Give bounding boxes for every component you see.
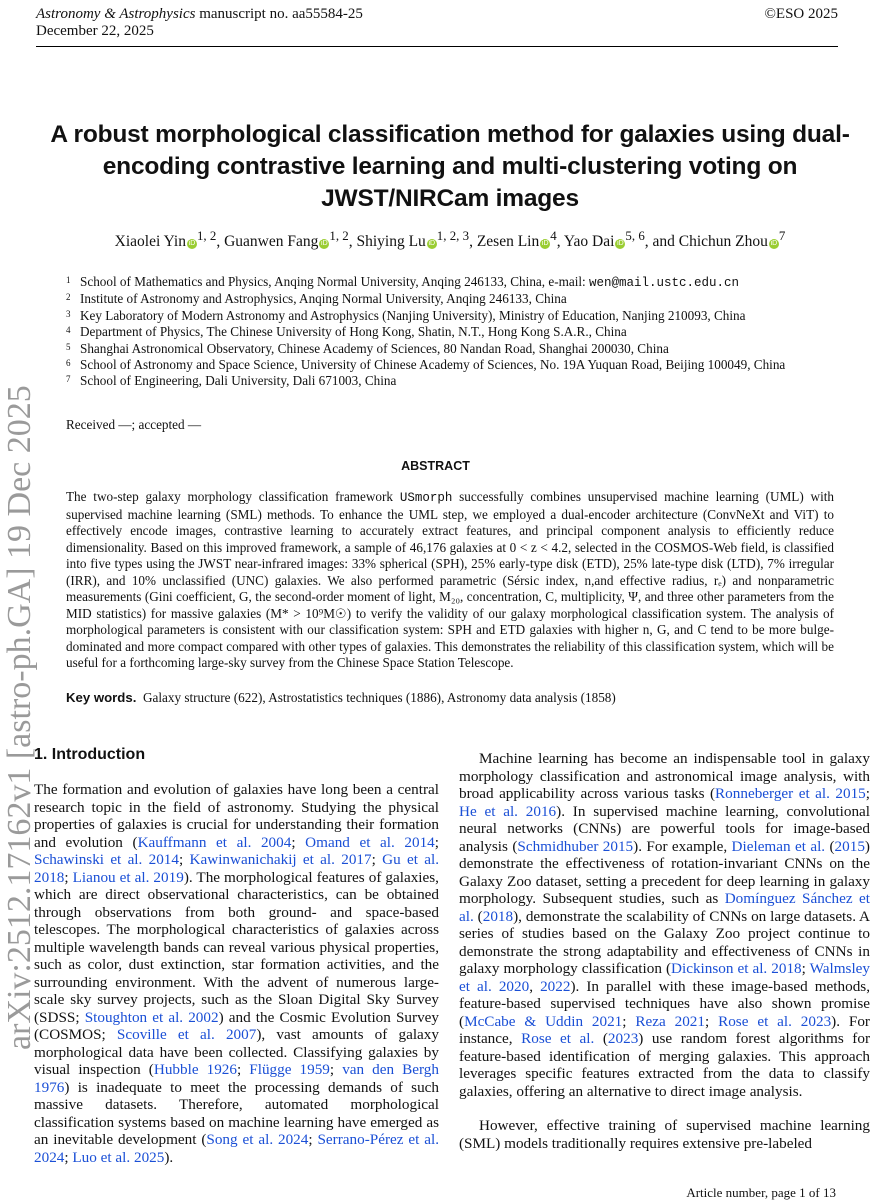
page-footer: Article number, page 1 of 13 xyxy=(686,1185,836,1200)
text-run: ; xyxy=(704,1012,719,1030)
received-line: Received —; accepted — xyxy=(66,417,202,432)
affiliation-text: Key Laboratory of Modern Astronomy and Astrophysics (Nanjing University), Ministry of Education, Nanjing 210093, China xyxy=(80,307,746,323)
citation-link[interactable]: 2018 xyxy=(482,907,514,925)
abstract-run: The two-step galaxy morphology classification framework xyxy=(66,489,400,504)
right-column xyxy=(459,750,870,1152)
orcid-icon[interactable]: iD xyxy=(541,240,549,248)
author-affiliation-marker: 5, 6 xyxy=(625,228,645,243)
keywords-text: Galaxy structure (622), Astrostatistics techniques (1886), Astronomy data analysis (1858) xyxy=(142,690,616,705)
citation-link[interactable]: Hubble 1926 xyxy=(153,1061,237,1078)
author-name: Shiying Lu xyxy=(356,233,426,251)
orcid-icon[interactable]: iD xyxy=(188,240,196,248)
text-run: ; xyxy=(622,1012,636,1030)
citation-link[interactable]: Flügge 1959 xyxy=(249,1061,330,1078)
text-run: ). The morphological features of galaxies, which are direct observational characteristics, can be obtained through observations from both ground- and space-based telescopes. The morphological characteristics of galaxies across multiple wavelength bands can reveal various physical properties, such as color, dust extinction, star formation activities, and the surrounding environment. With the advent of numerous large-scale sky survey projects, such as the Sloan Digital Sky Survey (SDSS; xyxy=(34,868,439,1026)
affiliation-text: School of Astronomy and Space Science, University of Chinese Academy of Sciences, No. 19A Yuquan Road, Beijing 100049, China xyxy=(80,357,786,373)
affiliation-list xyxy=(66,274,846,390)
affiliation-item xyxy=(66,274,846,291)
citation-link[interactable]: Luo et al. 2025 xyxy=(72,1148,165,1166)
author-separator: , xyxy=(469,233,477,251)
affiliation-item xyxy=(66,357,846,373)
affiliation-number: 6 xyxy=(66,358,71,369)
author-separator: , xyxy=(556,233,564,251)
text-run: ; xyxy=(308,1131,318,1148)
affiliation-text: Shanghai Astronomical Observatory, Chinese Academy of Sciences, 80 Nandan Road, Shanghai 200030, China xyxy=(80,340,669,356)
affiliation-number: 2 xyxy=(66,292,71,303)
affiliation-item xyxy=(66,308,846,324)
citation-link[interactable]: Scoville et al. 2007 xyxy=(116,1026,257,1043)
affiliation-item xyxy=(66,291,846,307)
affiliation-number: 4 xyxy=(66,325,71,336)
text-run: ( xyxy=(473,907,483,925)
text-run: ; xyxy=(865,785,871,802)
citation-link[interactable]: Ronneberger et al. 2015 xyxy=(715,785,866,802)
text-run: ( xyxy=(594,1030,608,1047)
text-run: ; xyxy=(64,868,73,886)
author-affiliation-marker: 4 xyxy=(550,228,557,243)
text-run: ; xyxy=(291,833,306,851)
affiliation-number: 7 xyxy=(66,374,71,385)
author-name: Yao Dai xyxy=(563,233,615,251)
affiliation-text: School of Engineering, Dali University, Dali 671003, China xyxy=(80,373,397,389)
affiliation-item xyxy=(66,341,846,357)
abstract-run: successfully combines unsupervised machine learning (UML) with supervised machine learning (SML) methods. To enhance the UML step, we employed a dual-encoder architecture (ConvNeXt and ViT) to effectively encode images, contrastive learning to accurately extract features, and principal component analysis to efficiently reduce dimensionality. Based on this improved framework, a sample of 46,176 galaxies at 0 < z < 4.2, selected in the COSMOS-Web field, is classified into five types using the JWST near-infrared images: 33% spherical (SPH), 25% early-type disk (ETD), 25% late-type disk (LTD), 7% irregular (IRR), and 10% unclassified (UNC) galaxies. We also performed parametric (Sérsic index, n,and effective radius, rₑ) and nonparametric measurements (Gini coefficient, G, the second-order moment of light, M₂₀, concentration, C, multiplicity, Ψ, and three other parameters from the MID statistics) for massive galaxies (M* > 10⁹M☉) to verify the validity of our galaxy morphological classification system. The analysis of morphological parameters is consistent with our classification system: SPH and ETD galaxies with higher n, G, and C tend to be more bulge-dominated and more compact compared with other types of galaxies. This demonstrates the reliability of this classification system, which will be useful for a forthcoming large-sky survey from the Chinese Space Station Telescope. xyxy=(66,489,835,670)
author-separator: , and xyxy=(644,233,679,251)
citation-link[interactable]: Rose et al. xyxy=(521,1030,595,1047)
left-column xyxy=(34,781,439,1166)
arxiv-stamp: arXiv:2512.17162v1 [astro-ph.GA] 19 Dec 2025 xyxy=(1,385,38,1050)
citation-link[interactable]: Reza 2021 xyxy=(635,1012,705,1030)
text-run: ; xyxy=(371,851,383,868)
affiliation-text: Institute of Astronomy and Astrophysics, Anqing Normal University, Anqing 246133, China xyxy=(80,291,567,307)
author-affiliation-marker: 1, 2 xyxy=(329,228,349,243)
citation-link[interactable]: Schawinski et al. 2014 xyxy=(34,851,179,868)
citation-link[interactable]: Song et al. 2024 xyxy=(206,1131,309,1148)
author-name: Chichun Zhou xyxy=(678,233,768,251)
citation-link[interactable]: Schmidhuber 2015 xyxy=(517,837,634,855)
citation-link[interactable]: Omand et al. 2014 xyxy=(305,833,435,851)
affiliation-number: 1 xyxy=(66,275,71,285)
text-run: ). xyxy=(164,1148,174,1166)
citation-link[interactable]: Gu et al. 2018 xyxy=(34,851,439,886)
text-run: ). In supervised machine learning, convolutional neural networks (CNNs) are powerful tools for image-based analysis ( xyxy=(459,802,870,855)
affiliation-number: 3 xyxy=(66,308,71,319)
text-run: ), vast amounts of galaxy morphological data have been collected. Classifying galaxies by visual inspection ( xyxy=(34,1026,439,1078)
text-run: ). For instance, xyxy=(459,1012,870,1047)
author-name: Xiaolei Yin xyxy=(114,233,186,251)
author-separator: , xyxy=(348,233,357,251)
citation-link[interactable]: Serrano-Pérez et al. 2024 xyxy=(34,1131,439,1166)
text-run: , xyxy=(529,977,541,995)
affiliation-email[interactable]: wen@mail.ustc.edu.cn xyxy=(589,276,740,290)
copyright: ©ESO 2025 xyxy=(764,6,838,22)
journal-name: Astronomy & Astrophysics xyxy=(36,6,196,22)
journal-line xyxy=(36,6,363,23)
text-run: Machine learning has become an indispensable tool in galaxy morphology classification and astronomical image analysis, with broad applicability across various tasks ( xyxy=(459,750,870,802)
citation-link[interactable]: Kauffmann et al. 2004 xyxy=(137,833,292,851)
text-run: ) is inadequate to meet the processing demands of such massive datasets. Therefore, automated morphological classification systems based on machine learning have emerged as an inevitable development ( xyxy=(34,1078,439,1148)
text-run: ), demonstrate the scalability of CNNs on large datasets. A series of studies based on the Galaxy Zoo project continue to demonstrate the strong adaptability and effectiveness of CNNs in galaxy morphology classification ( xyxy=(459,907,871,977)
citation-link[interactable]: Stoughton et al. 2002 xyxy=(84,1008,219,1026)
affiliation-text: Department of Physics, The Chinese University of Hong Kong, Shatin, N.T., Hong Kong S.A.R., China xyxy=(80,324,627,340)
manuscript-number: manuscript no. aa55584-25 xyxy=(195,6,363,22)
citation-link[interactable]: Kawinwanichakij et al. 2017 xyxy=(189,851,372,868)
running-header xyxy=(36,6,363,40)
citation-link[interactable]: Rose et al. 2023 xyxy=(718,1012,832,1030)
author-name: Zesen Lin xyxy=(476,233,540,251)
paragraph xyxy=(34,781,439,1166)
text-run: ). For example, xyxy=(633,837,732,855)
orcid-icon[interactable]: iD xyxy=(770,240,778,248)
affiliation-item xyxy=(66,373,846,389)
affiliation-number: 5 xyxy=(66,341,71,352)
citation-link[interactable]: Dickinson et al. 2018 xyxy=(671,960,802,977)
citation-link[interactable]: 2022 xyxy=(540,977,571,995)
citation-link[interactable]: Lianou et al. 2019 xyxy=(72,868,184,886)
author-list xyxy=(30,228,870,251)
orcid-icon[interactable]: iD xyxy=(617,240,624,248)
citation-link[interactable]: Walmsley et al. 2020 xyxy=(459,960,870,995)
text-run: ; xyxy=(64,1148,73,1166)
orcid-icon[interactable]: iD xyxy=(428,240,436,248)
citation-link[interactable]: Domínguez Sánchez et al. xyxy=(459,890,870,925)
text-run: ; xyxy=(329,1061,343,1078)
header-rule xyxy=(36,46,838,47)
text-run: ) demonstrate the effectiveness of rotation-invariant CNNs on the Galaxy Zoo dataset, setting a precedent for deep learning in galaxy morphology. Subsequent studies, such as xyxy=(459,837,870,907)
citation-link[interactable]: Dieleman et al. xyxy=(731,837,826,855)
author-affiliation-marker: 7 xyxy=(778,228,786,243)
text-run: ; xyxy=(801,960,810,977)
section-heading: 1. Introduction xyxy=(34,746,146,763)
abstract-heading: ABSTRACT xyxy=(401,459,470,473)
text-run: However, effective training of supervised machine learning (SML) models traditionally requires extensive pre-labeled xyxy=(459,1117,870,1152)
text-run: ( xyxy=(825,837,835,855)
text-run: ; xyxy=(179,851,190,868)
code-name: USmorph xyxy=(399,491,453,505)
author-affiliation-marker: 1, 2 xyxy=(196,228,217,243)
author-separator: , xyxy=(216,233,225,251)
abstract-text xyxy=(66,489,834,672)
citation-link[interactable]: van den Bergh 1976 xyxy=(34,1061,439,1096)
keywords xyxy=(66,690,616,706)
keywords-label: Key words. xyxy=(66,690,137,705)
citation-link[interactable]: 2015 xyxy=(834,837,865,855)
paragraph xyxy=(459,1117,870,1152)
citation-link[interactable]: McCabe & Uddin 2021 xyxy=(464,1012,623,1030)
citation-link[interactable]: 2023 xyxy=(607,1030,639,1047)
text-run: ) and the Cosmic Evolution Survey (COSMOS; xyxy=(34,1008,439,1043)
citation-link[interactable]: He et al. 2016 xyxy=(459,802,557,820)
text-run: The formation and evolution of galaxies have long been a central research topic in the field of astronomy. Studying the physical properties of galaxies is crucial for understanding their formation and evolution ( xyxy=(34,781,439,851)
affiliation-text: School of Mathematics and Physics, Anqing Normal University, Anqing 246133, China, e-mail: xyxy=(80,274,590,289)
author-affiliation-marker: 1, 2, 3 xyxy=(436,228,470,243)
orcid-icon[interactable]: iD xyxy=(321,240,328,248)
author-name: Guanwen Fang xyxy=(224,233,319,251)
header-date: December 22, 2025 xyxy=(36,23,154,39)
paper-title: A robust morphological classification method for galaxies using dual-encoding contrastive learning and multi-clustering voting on JWST/NIRCam images xyxy=(50,121,850,212)
text-run: ) use random forest algorithms for feature-based identification of merging galaxies. This approach leverages specific features extracted from the data to classify galaxies, offering an alternative to direct image analysis. xyxy=(459,1030,870,1100)
affiliation-item xyxy=(66,324,846,340)
text-run: ; xyxy=(434,833,440,851)
text-run: ; xyxy=(237,1061,250,1078)
text-run: ). In parallel with these image-based methods, feature-based supervised techniques have also shown promise ( xyxy=(459,977,871,1030)
paragraph xyxy=(459,750,870,1100)
